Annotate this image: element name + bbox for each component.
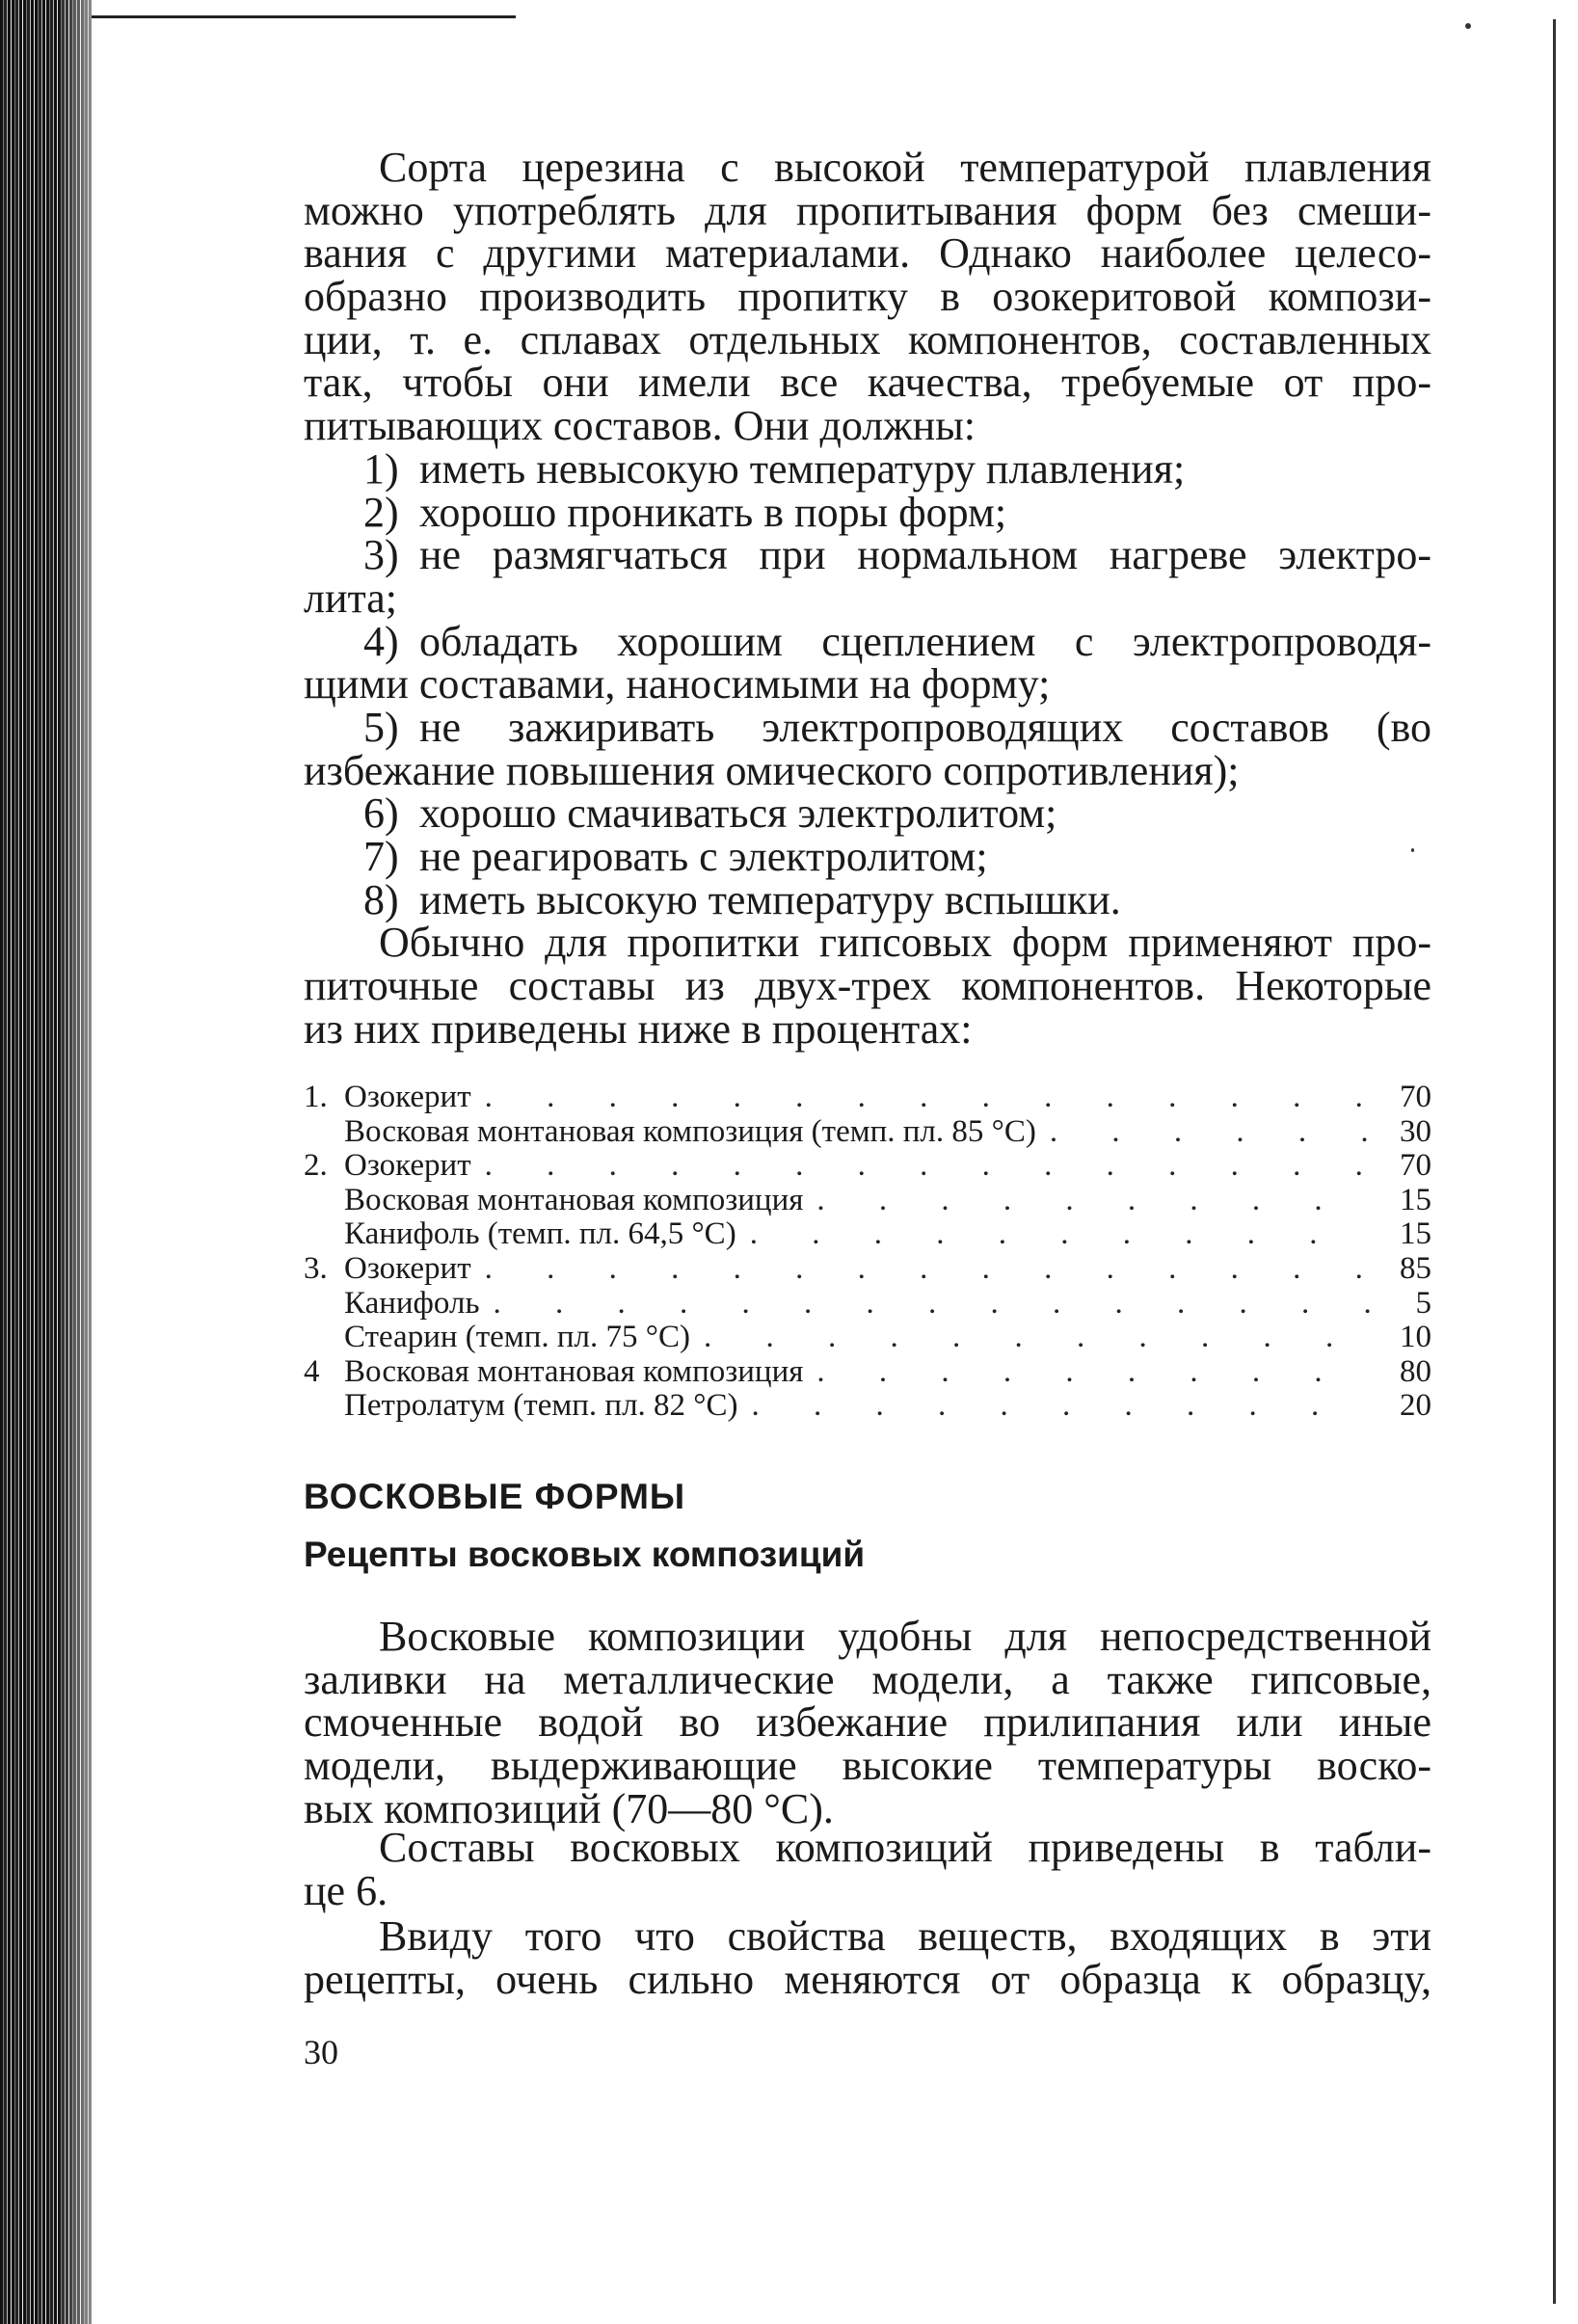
scan-speck	[1465, 23, 1471, 29]
list-item-1	[304, 444, 1431, 493]
recipe-percent: 80	[1400, 1353, 1431, 1389]
list-item-7	[304, 833, 1431, 880]
scan-right-edge	[1553, 19, 1556, 2304]
dot-leader	[471, 1149, 1374, 1184]
subsection-heading: Рецепты восковых композиций	[304, 1535, 866, 1574]
text-line: модели, выдерживающие высокие температуры воско-	[304, 1742, 1431, 1790]
text-line: Ввиду того что свойства веществ, входящих в эти	[379, 1912, 1431, 1960]
list-text: обладать хорошим сцеплением с электропроводя-	[419, 617, 1431, 665]
body-text-table-ref	[304, 1824, 1431, 1914]
list-number: 6)	[363, 789, 399, 838]
list-text: хорошо смачиваться электролитом;	[419, 789, 1057, 838]
text-line: так, чтобы они имели все качества, требуемые от про-	[304, 359, 1431, 407]
binding-shadow	[58, 0, 96, 2324]
scan-top-edge	[92, 15, 516, 18]
recipe-row	[304, 1184, 1431, 1218]
text-line: Обычно для пропитки гипсовых форм применяют про-	[379, 919, 1431, 967]
text-line: питочные составы из двух-трех компонентов. Некоторые	[304, 962, 1431, 1010]
list-text: иметь невысокую температуру плавления;	[419, 444, 1186, 493]
dot-leader	[736, 1217, 1374, 1252]
recipe-number: 1.	[304, 1080, 328, 1114]
recipe-component: Канифоль (темп. пл. 64,5 °С)	[344, 1216, 736, 1252]
list-number: 4)	[363, 617, 399, 665]
recipe-row	[304, 1149, 1431, 1184]
list-number: 2)	[363, 488, 399, 536]
list-item-2	[304, 488, 1431, 536]
recipe-component: Восковая монтановая композиция	[344, 1353, 804, 1389]
list-number: 5)	[363, 703, 399, 751]
text-line: можно употреблять для пропитывания форм без смеши-	[304, 186, 1431, 234]
recipe-component: Восковая монтановая композиция (темп. пл. 85 °С)	[344, 1113, 1036, 1149]
list-number: 3)	[363, 531, 399, 579]
recipe-percent: 70	[1400, 1080, 1431, 1114]
recipe-number: 3.	[304, 1250, 328, 1286]
recipe-row	[304, 1115, 1431, 1150]
recipe-row	[304, 1287, 1431, 1322]
list-text-continuation: избежание повышения омического сопротивления);	[304, 746, 1240, 794]
recipe-component: Канифоль	[344, 1285, 480, 1321]
recipe-percent: 15	[1400, 1216, 1431, 1252]
list-text: не зажиривать электропроводящих составов (во	[419, 703, 1431, 751]
text-line: образно производить пропитку в озокеритовой компози-	[304, 273, 1431, 321]
dot-leader	[803, 1355, 1374, 1390]
section-heading: ВОСКОВЫЕ ФОРМЫ	[304, 1477, 686, 1516]
text-line: вых композиций (70—80 °С).	[304, 1784, 834, 1832]
recipe-row	[304, 1355, 1431, 1390]
list-item-6	[304, 789, 1431, 838]
list-text: иметь высокую температуру вспышки.	[419, 875, 1121, 923]
dot-leader	[471, 1081, 1374, 1115]
recipe-row	[304, 1081, 1431, 1115]
recipe-percent: 85	[1400, 1250, 1431, 1286]
dot-leader	[803, 1184, 1374, 1218]
list-number: 1)	[363, 444, 399, 493]
list-item-5	[304, 703, 1431, 751]
dot-leader	[480, 1287, 1374, 1322]
body-text-closing	[304, 1912, 1431, 2003]
recipe-percent: 70	[1400, 1148, 1431, 1184]
recipe-number: 2.	[304, 1148, 328, 1184]
text-line: вания с другими материалами. Однако наиболее целесо-	[304, 229, 1431, 278]
recipe-component: Озокерит	[344, 1250, 471, 1286]
text-line: ции, т. е. сплавах отдельных компонентов, составленных	[304, 315, 1431, 363]
recipe-row	[304, 1252, 1431, 1287]
dot-leader	[471, 1252, 1374, 1287]
dot-leader	[690, 1321, 1374, 1355]
body-text-wax	[304, 1613, 1431, 1832]
list-text-continuation: лита;	[304, 574, 398, 622]
recipe-list	[304, 1081, 1431, 1424]
recipe-component: Стеарин (темп. пл. 75 °С)	[344, 1320, 690, 1355]
recipe-percent: 30	[1400, 1113, 1431, 1149]
list-number: 8)	[363, 875, 399, 923]
text-line: из них приведены ниже в процентах:	[304, 1004, 973, 1053]
text-line: заливки на металлические модели, а также гипсовые,	[304, 1655, 1431, 1703]
dot-leader	[738, 1389, 1375, 1424]
list-item-8	[304, 875, 1431, 923]
recipe-component: Петролатум (темп. пл. 82 °С)	[344, 1388, 738, 1424]
text-line: Восковые композиции удобны для непосредственной	[379, 1613, 1431, 1660]
list-text: не размягчаться при нормальном нагреве электро-	[419, 531, 1431, 579]
recipe-percent: 15	[1400, 1182, 1431, 1217]
recipe-component: Озокерит	[344, 1148, 471, 1184]
list-item-4	[304, 617, 1431, 665]
recipe-percent: 20	[1400, 1388, 1431, 1424]
recipe-percent: 5	[1415, 1285, 1431, 1321]
text-line: Сорта церезина с высокой температурой плавления	[379, 144, 1431, 191]
recipe-component: Восковая монтановая композиция	[344, 1182, 804, 1217]
recipe-row	[304, 1389, 1431, 1424]
list-item-3	[304, 531, 1431, 579]
recipe-percent: 10	[1400, 1320, 1431, 1355]
text-line: питывающих составов. Они должны:	[304, 402, 976, 450]
page-number: 30	[304, 2033, 338, 2071]
body-text-top	[304, 144, 1431, 1053]
dot-leader	[1036, 1115, 1374, 1150]
list-text: хорошо проникать в поры форм;	[419, 488, 1007, 536]
list-text: не реагировать с электролитом;	[419, 833, 988, 880]
list-number: 7)	[363, 833, 399, 880]
recipe-number: 4	[304, 1353, 320, 1389]
recipe-row	[304, 1321, 1431, 1355]
text-line: смоченные водой во избежание прилипания или иные	[304, 1698, 1431, 1747]
recipe-component: Озокерит	[344, 1080, 471, 1114]
recipe-row	[304, 1217, 1431, 1252]
text-line: це 6.	[304, 1866, 388, 1914]
text-line: Составы восковых композиций приведены в табли-	[379, 1824, 1431, 1871]
text-line: рецепты, очень сильно меняются от образца к образцу,	[304, 1955, 1431, 2003]
list-text-continuation: щими составами, наносимыми на форму;	[304, 660, 1051, 708]
